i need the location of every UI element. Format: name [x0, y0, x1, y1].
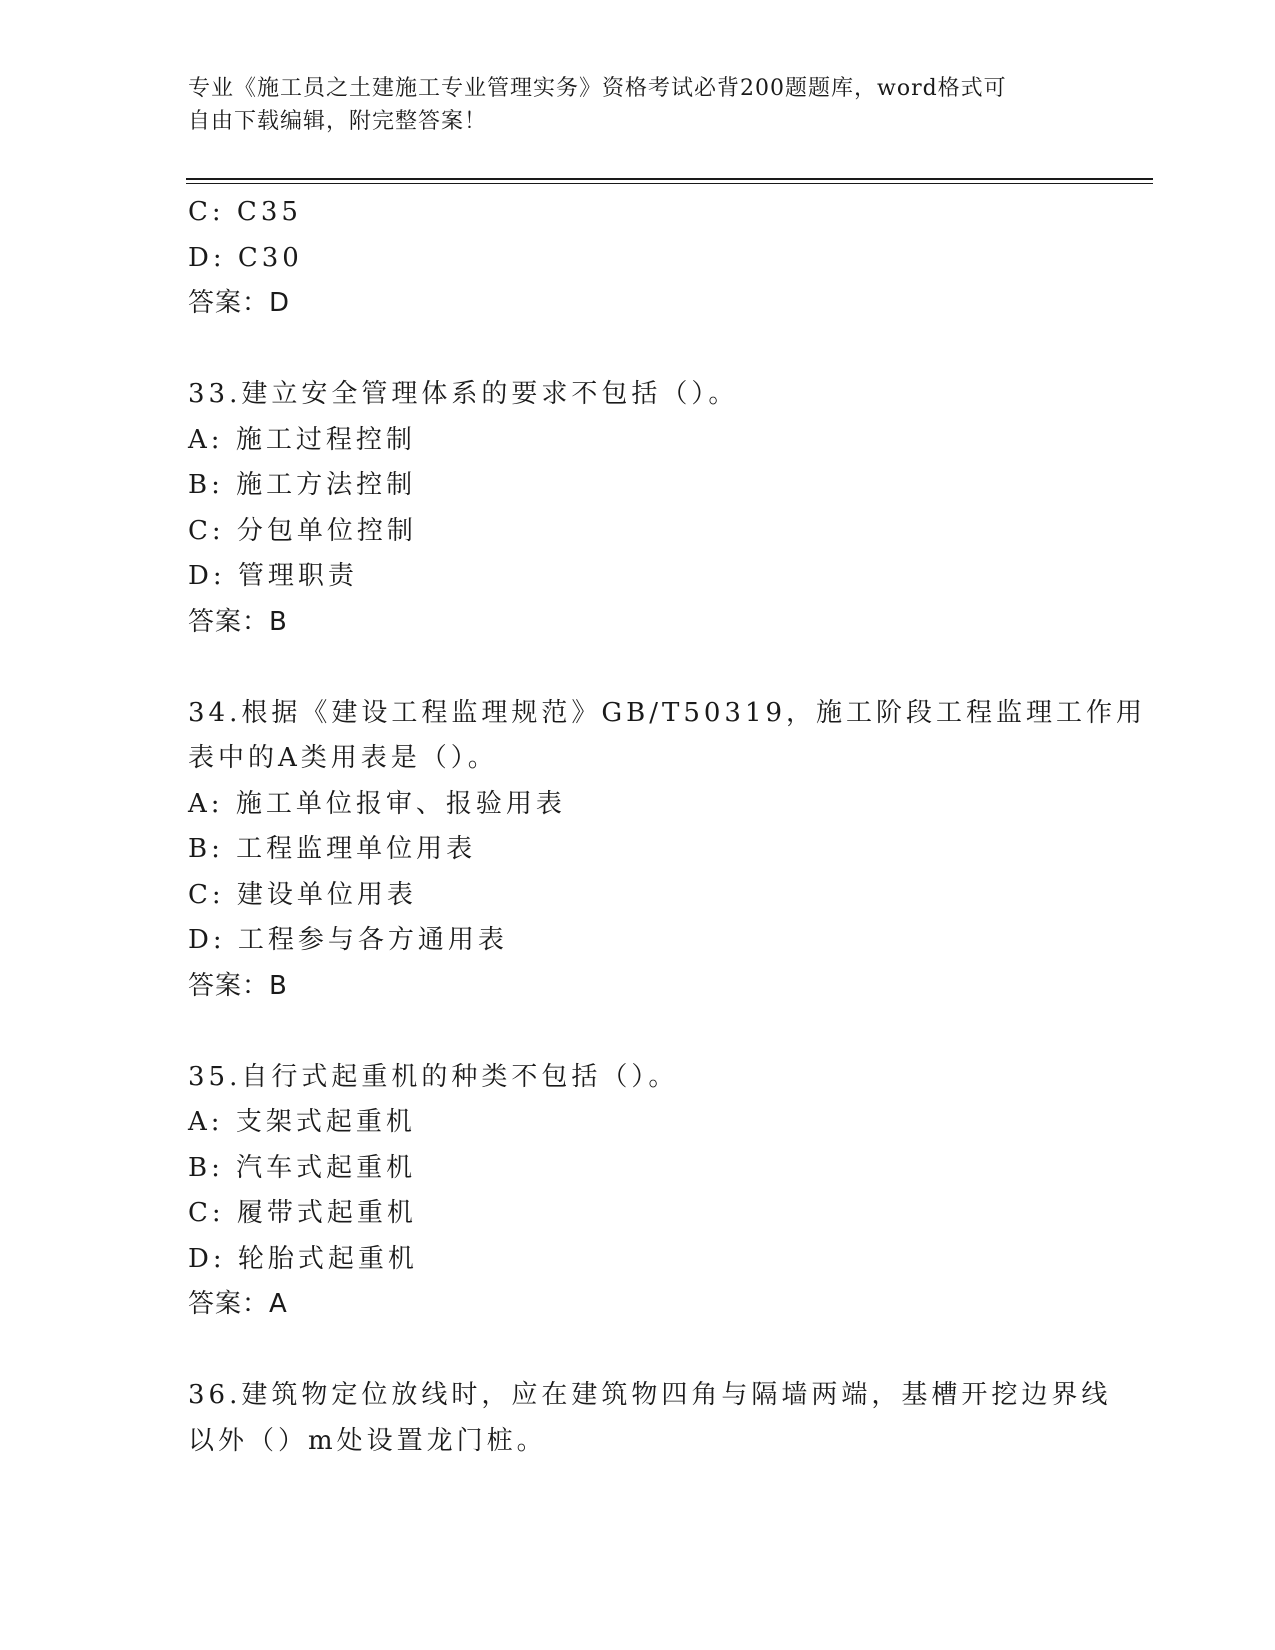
option-text: 工程参与各方通用表	[237, 925, 508, 955]
option-b	[188, 1146, 1078, 1192]
option-c	[188, 509, 1078, 555]
option-key: B:	[188, 1152, 224, 1183]
option-text: 工程监理单位用表	[236, 834, 477, 864]
question-text: 35.自行式起重机的种类不包括（）。	[188, 1061, 679, 1092]
option-text: 施工单位报审、报验用表	[235, 788, 566, 819]
option-c	[188, 190, 1078, 236]
option-text: C30	[237, 242, 303, 273]
question-text-line-1: 34.根据《建设工程监理规范》GB/T50319，施工阶段工程监理工作用	[188, 697, 1147, 728]
option-key: A:	[188, 788, 224, 819]
document-body	[188, 190, 1147, 1464]
spacer	[188, 645, 1078, 691]
option-key: D:	[188, 925, 226, 955]
option-key: C:	[188, 197, 225, 227]
option-c	[188, 1191, 1078, 1237]
option-key: D:	[188, 1243, 226, 1274]
header-line-1: 专业《施工员之土建施工专业管理实务》资格考试必背200题题库，word格式可	[188, 76, 1007, 101]
question-block-36	[188, 1373, 1112, 1464]
question-text-line-2: 以外（）m处设置龙门桩。	[188, 1425, 547, 1456]
option-d	[188, 554, 1078, 600]
option-d	[188, 236, 1078, 282]
option-key: B:	[188, 834, 224, 864]
option-key: C:	[188, 515, 225, 546]
option-a	[188, 418, 1078, 464]
option-c	[188, 873, 1078, 919]
spacer	[188, 327, 1078, 373]
option-key: D:	[188, 242, 226, 273]
option-key: B:	[188, 470, 224, 500]
answer-line: 答案：D	[188, 288, 291, 318]
spacer	[188, 1009, 1078, 1055]
option-text: C35	[236, 197, 302, 227]
document-header	[188, 72, 1068, 138]
option-key: A:	[188, 424, 224, 455]
answer-line: 答案：B	[188, 970, 288, 1001]
option-text: 建设单位用表	[236, 879, 417, 910]
option-text: 支架式起重机	[235, 1107, 416, 1137]
option-text: 管理职责	[237, 561, 358, 591]
option-text: 分包单位控制	[236, 515, 417, 546]
option-a	[188, 1100, 1078, 1146]
option-b	[188, 463, 1078, 509]
option-text: 施工方法控制	[236, 470, 417, 500]
option-text: 施工过程控制	[235, 424, 416, 455]
spacer	[188, 1328, 1078, 1374]
option-a	[188, 782, 1078, 828]
option-text: 履带式起重机	[236, 1198, 417, 1228]
answer-line: 答案：B	[188, 606, 288, 637]
option-key: A:	[188, 1107, 224, 1137]
question-block-32	[188, 190, 1078, 327]
question-block-33	[188, 372, 1078, 645]
option-text: 汽车式起重机	[236, 1152, 417, 1183]
answer-line: 答案：A	[188, 1289, 288, 1319]
question-text: 33.建立安全管理体系的要求不包括（）。	[188, 379, 739, 409]
option-key: C:	[188, 879, 225, 910]
option-key: C:	[188, 1198, 225, 1228]
header-line-2: 自由下载编辑，附完整答案！	[188, 109, 488, 134]
header-divider-thick	[186, 178, 1153, 180]
question-block-35	[188, 1055, 1078, 1328]
question-block-34	[188, 691, 1147, 1010]
option-d	[188, 1237, 1078, 1283]
question-text-line-1: 36.建筑物定位放线时，应在建筑物四角与隔墙两端，基槽开挖边界线	[188, 1380, 1112, 1410]
option-b	[188, 827, 1078, 873]
option-text: 轮胎式起重机	[237, 1243, 418, 1274]
option-key: D:	[188, 561, 226, 591]
option-d	[188, 918, 1078, 964]
question-text-line-2: 表中的A类用表是（）。	[188, 743, 498, 773]
header-divider-thin	[186, 183, 1153, 184]
